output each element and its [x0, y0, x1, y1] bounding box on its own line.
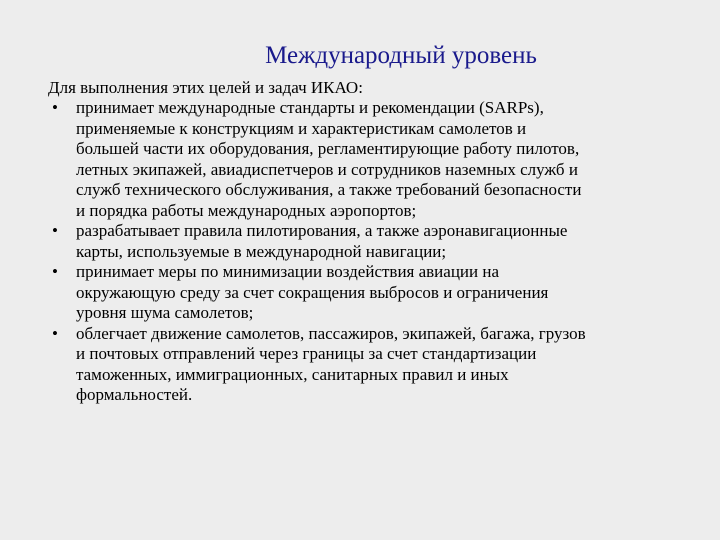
bullet-item-2 [48, 221, 708, 262]
bullet-line: служб технического обслуживания, а также требований безопасности [76, 180, 582, 199]
bullet-line: карты, используемые в международной навигации; [76, 241, 447, 261]
bullet-line: разрабатывает правила пилотирования, а также аэронавигационные [76, 221, 568, 240]
bullet-line: окружающую среду за счет сокращения выбросов и ограничения [76, 282, 549, 302]
bullet-line: формальностей. [76, 385, 193, 404]
bullet-marker: • [52, 98, 58, 117]
bullet-line: уровня шума самолетов; [76, 303, 254, 322]
bullet-line: и порядка работы международных аэропортов; [76, 200, 417, 220]
bullet-list [48, 98, 708, 406]
intro-text: Для выполнения этих целей и задач ИКАО: [48, 78, 363, 97]
slide-title: Международный уровень [265, 42, 537, 69]
bullet-item-3 [48, 262, 708, 324]
bullet-marker: • [52, 262, 58, 281]
bullet-marker: • [52, 221, 58, 240]
bullet-line: большей части их оборудования, регламентирующие работу пилотов, [76, 139, 580, 158]
bullet-line: и почтовых отправлений через границы за счет стандартизации [76, 344, 537, 363]
bullet-marker: • [52, 323, 58, 343]
bullet-line: облегчает движение самолетов, пассажиров, экипажей, багажа, грузов [76, 323, 586, 343]
bullet-line: таможенных, иммиграционных, санитарных правил и иных [76, 364, 509, 384]
bullet-line: применяемые к конструкциям и характеристикам самолетов и [76, 118, 527, 138]
bullet-line: принимает международные стандарты и рекомендации (SARPs), [76, 98, 544, 117]
bullet-item-1 [48, 98, 708, 221]
bullet-item-4 [48, 324, 708, 406]
bullet-line: принимает меры по минимизации воздействия авиации на [76, 262, 500, 281]
bullet-line: летных экипажей, авиадиспетчеров и сотрудников наземных служб и [76, 159, 578, 179]
